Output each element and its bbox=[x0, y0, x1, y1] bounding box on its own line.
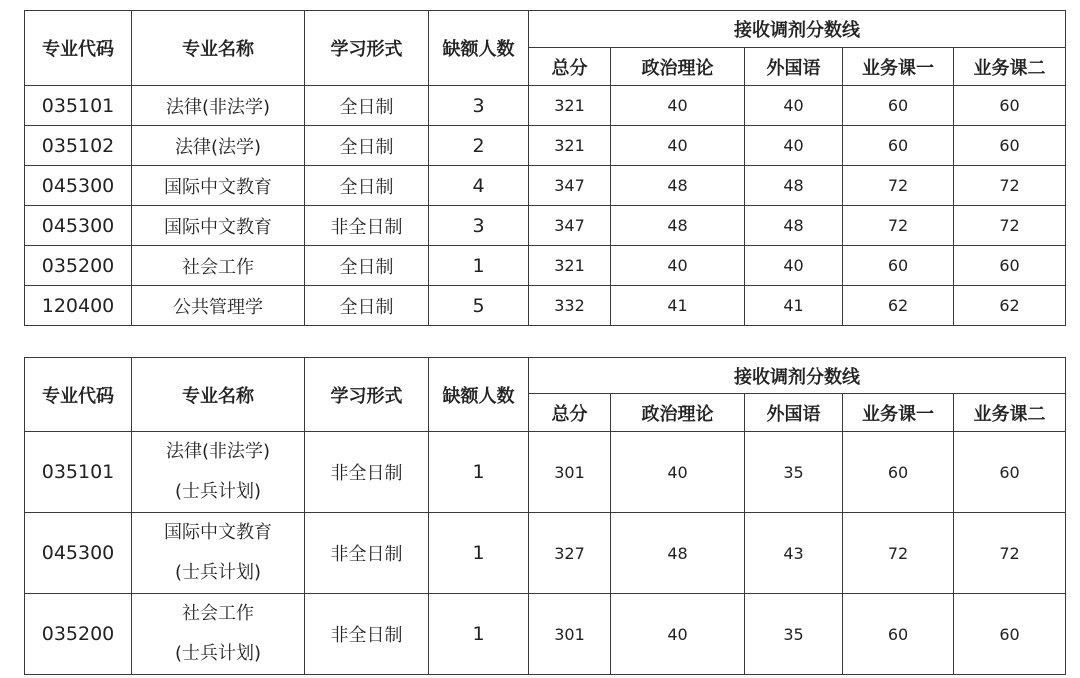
header-code: 专业代码 bbox=[25, 11, 132, 86]
subject2-cell: 72 bbox=[954, 206, 1066, 246]
foreign-cell: 40 bbox=[745, 246, 843, 286]
name-cell bbox=[132, 432, 305, 513]
politics-cell: 48 bbox=[611, 206, 745, 246]
header-subject1: 业务课一 bbox=[843, 48, 954, 86]
header-vacancy: 缺额人数 bbox=[429, 358, 529, 432]
name-plan-line: (士兵计划) bbox=[174, 562, 262, 583]
politics-cell: 41 bbox=[611, 286, 745, 326]
code-cell: 035102 bbox=[25, 126, 132, 166]
code-cell: 120400 bbox=[25, 286, 132, 326]
total-cell: 301 bbox=[529, 432, 611, 513]
name-line: 社会工作 bbox=[182, 603, 254, 624]
code-cell: 045300 bbox=[25, 166, 132, 206]
subject1-cell: 72 bbox=[843, 206, 954, 246]
name-cell: 公共管理学 bbox=[132, 286, 305, 326]
header-vacancy: 缺额人数 bbox=[429, 11, 529, 86]
name-plan-line: (士兵计划) bbox=[174, 643, 262, 664]
form-cell: 全日制 bbox=[305, 126, 429, 166]
table-row bbox=[25, 246, 1066, 286]
header-row-top bbox=[25, 358, 1066, 394]
header-total: 总分 bbox=[529, 48, 611, 86]
vacancy-cell: 1 bbox=[429, 594, 529, 675]
vacancy-cell: 2 bbox=[429, 126, 529, 166]
name-cell bbox=[132, 513, 305, 594]
total-cell: 321 bbox=[529, 86, 611, 126]
header-score-line: 接收调剂分数线 bbox=[529, 11, 1066, 48]
code-cell: 035101 bbox=[25, 86, 132, 126]
header-score-line: 接收调剂分数线 bbox=[529, 358, 1066, 394]
code-cell: 045300 bbox=[25, 513, 132, 594]
code-cell: 035200 bbox=[25, 594, 132, 675]
politics-cell: 48 bbox=[611, 166, 745, 206]
header-subject2: 业务课二 bbox=[954, 394, 1066, 432]
header-form: 学习形式 bbox=[305, 358, 429, 432]
subject1-cell: 60 bbox=[843, 126, 954, 166]
total-cell: 347 bbox=[529, 166, 611, 206]
header-form: 学习形式 bbox=[305, 11, 429, 86]
subject1-cell: 72 bbox=[843, 166, 954, 206]
name-cell: 国际中文教育 bbox=[132, 166, 305, 206]
name-plan-line: (士兵计划) bbox=[174, 481, 262, 502]
total-cell: 321 bbox=[529, 126, 611, 166]
header-code: 专业代码 bbox=[25, 358, 132, 432]
subject2-cell: 60 bbox=[954, 86, 1066, 126]
total-cell: 301 bbox=[529, 594, 611, 675]
form-cell: 全日制 bbox=[305, 166, 429, 206]
adjustment-table-soldier-plan bbox=[24, 357, 1066, 675]
subject1-cell: 60 bbox=[843, 432, 954, 513]
table-row bbox=[25, 126, 1066, 166]
foreign-cell: 48 bbox=[745, 206, 843, 246]
name-cell: 社会工作 bbox=[132, 246, 305, 286]
subject1-cell: 62 bbox=[843, 286, 954, 326]
name-line: 国际中文教育 bbox=[164, 522, 272, 543]
header-name: 专业名称 bbox=[132, 11, 305, 86]
vacancy-cell: 4 bbox=[429, 166, 529, 206]
subject2-cell: 60 bbox=[954, 594, 1066, 675]
table-row bbox=[25, 432, 1066, 513]
name-cell: 法律(非法学) bbox=[132, 86, 305, 126]
header-politics: 政治理论 bbox=[611, 394, 745, 432]
table-row bbox=[25, 286, 1066, 326]
code-cell: 045300 bbox=[25, 206, 132, 246]
foreign-cell: 41 bbox=[745, 286, 843, 326]
header-subject2: 业务课二 bbox=[954, 48, 1066, 86]
foreign-cell: 43 bbox=[745, 513, 843, 594]
header-foreign-language: 外国语 bbox=[745, 394, 843, 432]
politics-cell: 40 bbox=[611, 594, 745, 675]
total-cell: 332 bbox=[529, 286, 611, 326]
vacancy-cell: 5 bbox=[429, 286, 529, 326]
header-total: 总分 bbox=[529, 394, 611, 432]
vacancy-cell: 1 bbox=[429, 513, 529, 594]
name-line: 法律(非法学) bbox=[165, 441, 271, 462]
subject2-cell: 60 bbox=[954, 432, 1066, 513]
total-cell: 327 bbox=[529, 513, 611, 594]
subject1-cell: 60 bbox=[843, 86, 954, 126]
form-cell: 全日制 bbox=[305, 286, 429, 326]
header-politics: 政治理论 bbox=[611, 48, 745, 86]
total-cell: 321 bbox=[529, 246, 611, 286]
vacancy-cell: 1 bbox=[429, 246, 529, 286]
table-row bbox=[25, 206, 1066, 246]
subject2-cell: 60 bbox=[954, 246, 1066, 286]
subject2-cell: 60 bbox=[954, 126, 1066, 166]
header-name: 专业名称 bbox=[132, 358, 305, 432]
politics-cell: 40 bbox=[611, 432, 745, 513]
form-cell: 非全日制 bbox=[305, 594, 429, 675]
foreign-cell: 40 bbox=[745, 126, 843, 166]
subject2-cell: 72 bbox=[954, 513, 1066, 594]
code-cell: 035200 bbox=[25, 246, 132, 286]
table-row bbox=[25, 594, 1066, 675]
code-cell: 035101 bbox=[25, 432, 132, 513]
subject1-cell: 60 bbox=[843, 246, 954, 286]
subject2-cell: 72 bbox=[954, 166, 1066, 206]
vacancy-cell: 3 bbox=[429, 86, 529, 126]
politics-cell: 40 bbox=[611, 126, 745, 166]
table-row bbox=[25, 86, 1066, 126]
form-cell: 全日制 bbox=[305, 86, 429, 126]
vacancy-cell: 1 bbox=[429, 432, 529, 513]
form-cell: 全日制 bbox=[305, 246, 429, 286]
vacancy-cell: 3 bbox=[429, 206, 529, 246]
politics-cell: 40 bbox=[611, 246, 745, 286]
subject2-cell: 62 bbox=[954, 286, 1066, 326]
table-row bbox=[25, 513, 1066, 594]
table-row bbox=[25, 166, 1066, 206]
subject1-cell: 72 bbox=[843, 513, 954, 594]
subject1-cell: 60 bbox=[843, 594, 954, 675]
foreign-cell: 35 bbox=[745, 432, 843, 513]
foreign-cell: 48 bbox=[745, 166, 843, 206]
header-foreign-language: 外国语 bbox=[745, 48, 843, 86]
name-cell: 国际中文教育 bbox=[132, 206, 305, 246]
total-cell: 347 bbox=[529, 206, 611, 246]
form-cell: 非全日制 bbox=[305, 513, 429, 594]
adjustment-table-fulltime bbox=[24, 10, 1066, 326]
foreign-cell: 40 bbox=[745, 86, 843, 126]
politics-cell: 40 bbox=[611, 86, 745, 126]
header-subject1: 业务课一 bbox=[843, 394, 954, 432]
form-cell: 非全日制 bbox=[305, 432, 429, 513]
name-cell bbox=[132, 594, 305, 675]
foreign-cell: 35 bbox=[745, 594, 843, 675]
politics-cell: 48 bbox=[611, 513, 745, 594]
name-cell: 法律(法学) bbox=[132, 126, 305, 166]
form-cell: 非全日制 bbox=[305, 206, 429, 246]
header-row-top bbox=[25, 11, 1066, 48]
